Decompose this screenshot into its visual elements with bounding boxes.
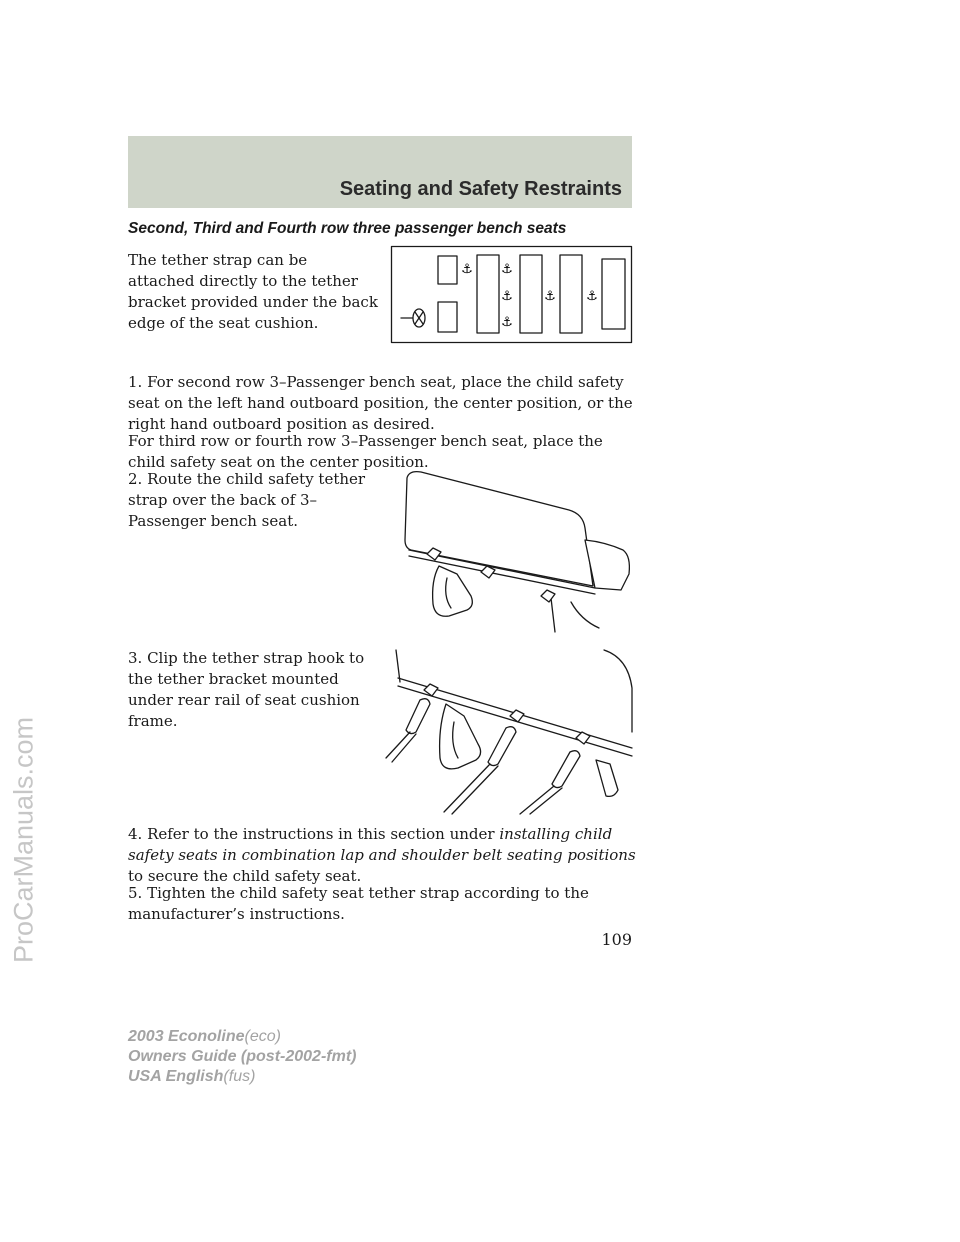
seat-back-edge-right <box>604 650 632 732</box>
seat-leg-right <box>596 760 618 796</box>
tether-anchor-icon: ⚓ <box>544 289 556 304</box>
bench-seat-row-2 <box>477 255 499 333</box>
seating-layout-diagram <box>391 246 633 344</box>
footer-language-code: (fus) <box>223 1068 256 1085</box>
rear-bench-seat <box>602 259 625 329</box>
seat-leg-left <box>433 566 473 616</box>
footer-line-3 <box>128 1067 356 1087</box>
footer-line-2: Owners Guide (post-2002-fmt) <box>128 1048 357 1065</box>
bench-seat-row-4 <box>560 255 582 333</box>
seat-leg-right-rear <box>571 602 599 628</box>
paragraph-third-fourth-row: For third row or fourth row 3–Passenger bench seat, place the child safety seat on the center position. <box>128 432 603 471</box>
tether-strap <box>520 786 562 814</box>
tether-anchor-icon: ⚓ <box>501 262 513 277</box>
tether-anchor-icon: ⚓ <box>501 315 513 330</box>
tether-strap <box>444 764 498 814</box>
paragraph-step-3: 3. Clip the tether strap hook to the tether bracket mounted under rear rail of seat cushion frame. <box>128 649 365 730</box>
front-passenger-seat <box>438 256 457 284</box>
footer-line-1 <box>128 1027 356 1047</box>
seat-leg-left <box>440 704 481 769</box>
step-4-text-end: to secure the child safety seat. <box>128 867 362 885</box>
page-number: 109 <box>601 930 632 949</box>
tether-hook <box>488 727 516 766</box>
driver-seat <box>438 302 457 332</box>
bench-seat-row-3 <box>520 255 542 333</box>
paragraph-step-2: 2. Route the child safety tether strap over the back of 3–Passenger bench seat. <box>128 470 366 530</box>
tether-anchor-icon: ⚓ <box>461 262 473 277</box>
footer <box>128 1027 356 1087</box>
watermark <box>4 520 44 1220</box>
step-4-text: 4. Refer to the instructions in this section under <box>128 825 500 843</box>
paragraph-step-5: 5. Tighten the child safety seat tether strap according to the manufacturer’s instructions. <box>128 884 589 923</box>
tether-bracket <box>541 590 555 602</box>
seat-back-edge-left <box>396 650 400 682</box>
tether-anchor-icon: ⚓ <box>586 289 598 304</box>
tether-hook-illustration <box>384 648 634 814</box>
footer-language: USA English <box>128 1068 224 1085</box>
paragraph-step-4 <box>128 824 638 887</box>
tether-anchor-icon: ⚓ <box>501 289 513 304</box>
tether-hook <box>406 699 430 734</box>
footer-model: 2003 Econoline <box>128 1028 245 1045</box>
footer-model-code: (eco) <box>244 1028 281 1045</box>
step-4-reference: installing child safety seats in combination lap and shoulder belt seating positions <box>128 825 636 864</box>
paragraph-step-1: 1. For second row 3–Passenger bench seat, place the child safety seat on the left hand outboard position, the center position, or the right hand outboard position as desired. <box>128 373 633 433</box>
tether-hook <box>552 751 580 788</box>
seat-leg-right <box>551 598 555 632</box>
subheading: Second, Third and Fourth row three passenger bench seats <box>128 220 567 237</box>
bench-seat-illustration <box>395 470 635 634</box>
tether-strap <box>386 732 416 762</box>
rear-rail-lower <box>398 686 632 756</box>
watermark-text: ProCarManuals.com <box>8 716 39 964</box>
paragraph-tether-strap: The tether strap can be attached directly to the tether bracket provided under the back edge of the seat cushion. <box>128 251 378 332</box>
section-title: Seating and Safety Restraints <box>339 178 622 200</box>
header-band <box>128 136 632 208</box>
